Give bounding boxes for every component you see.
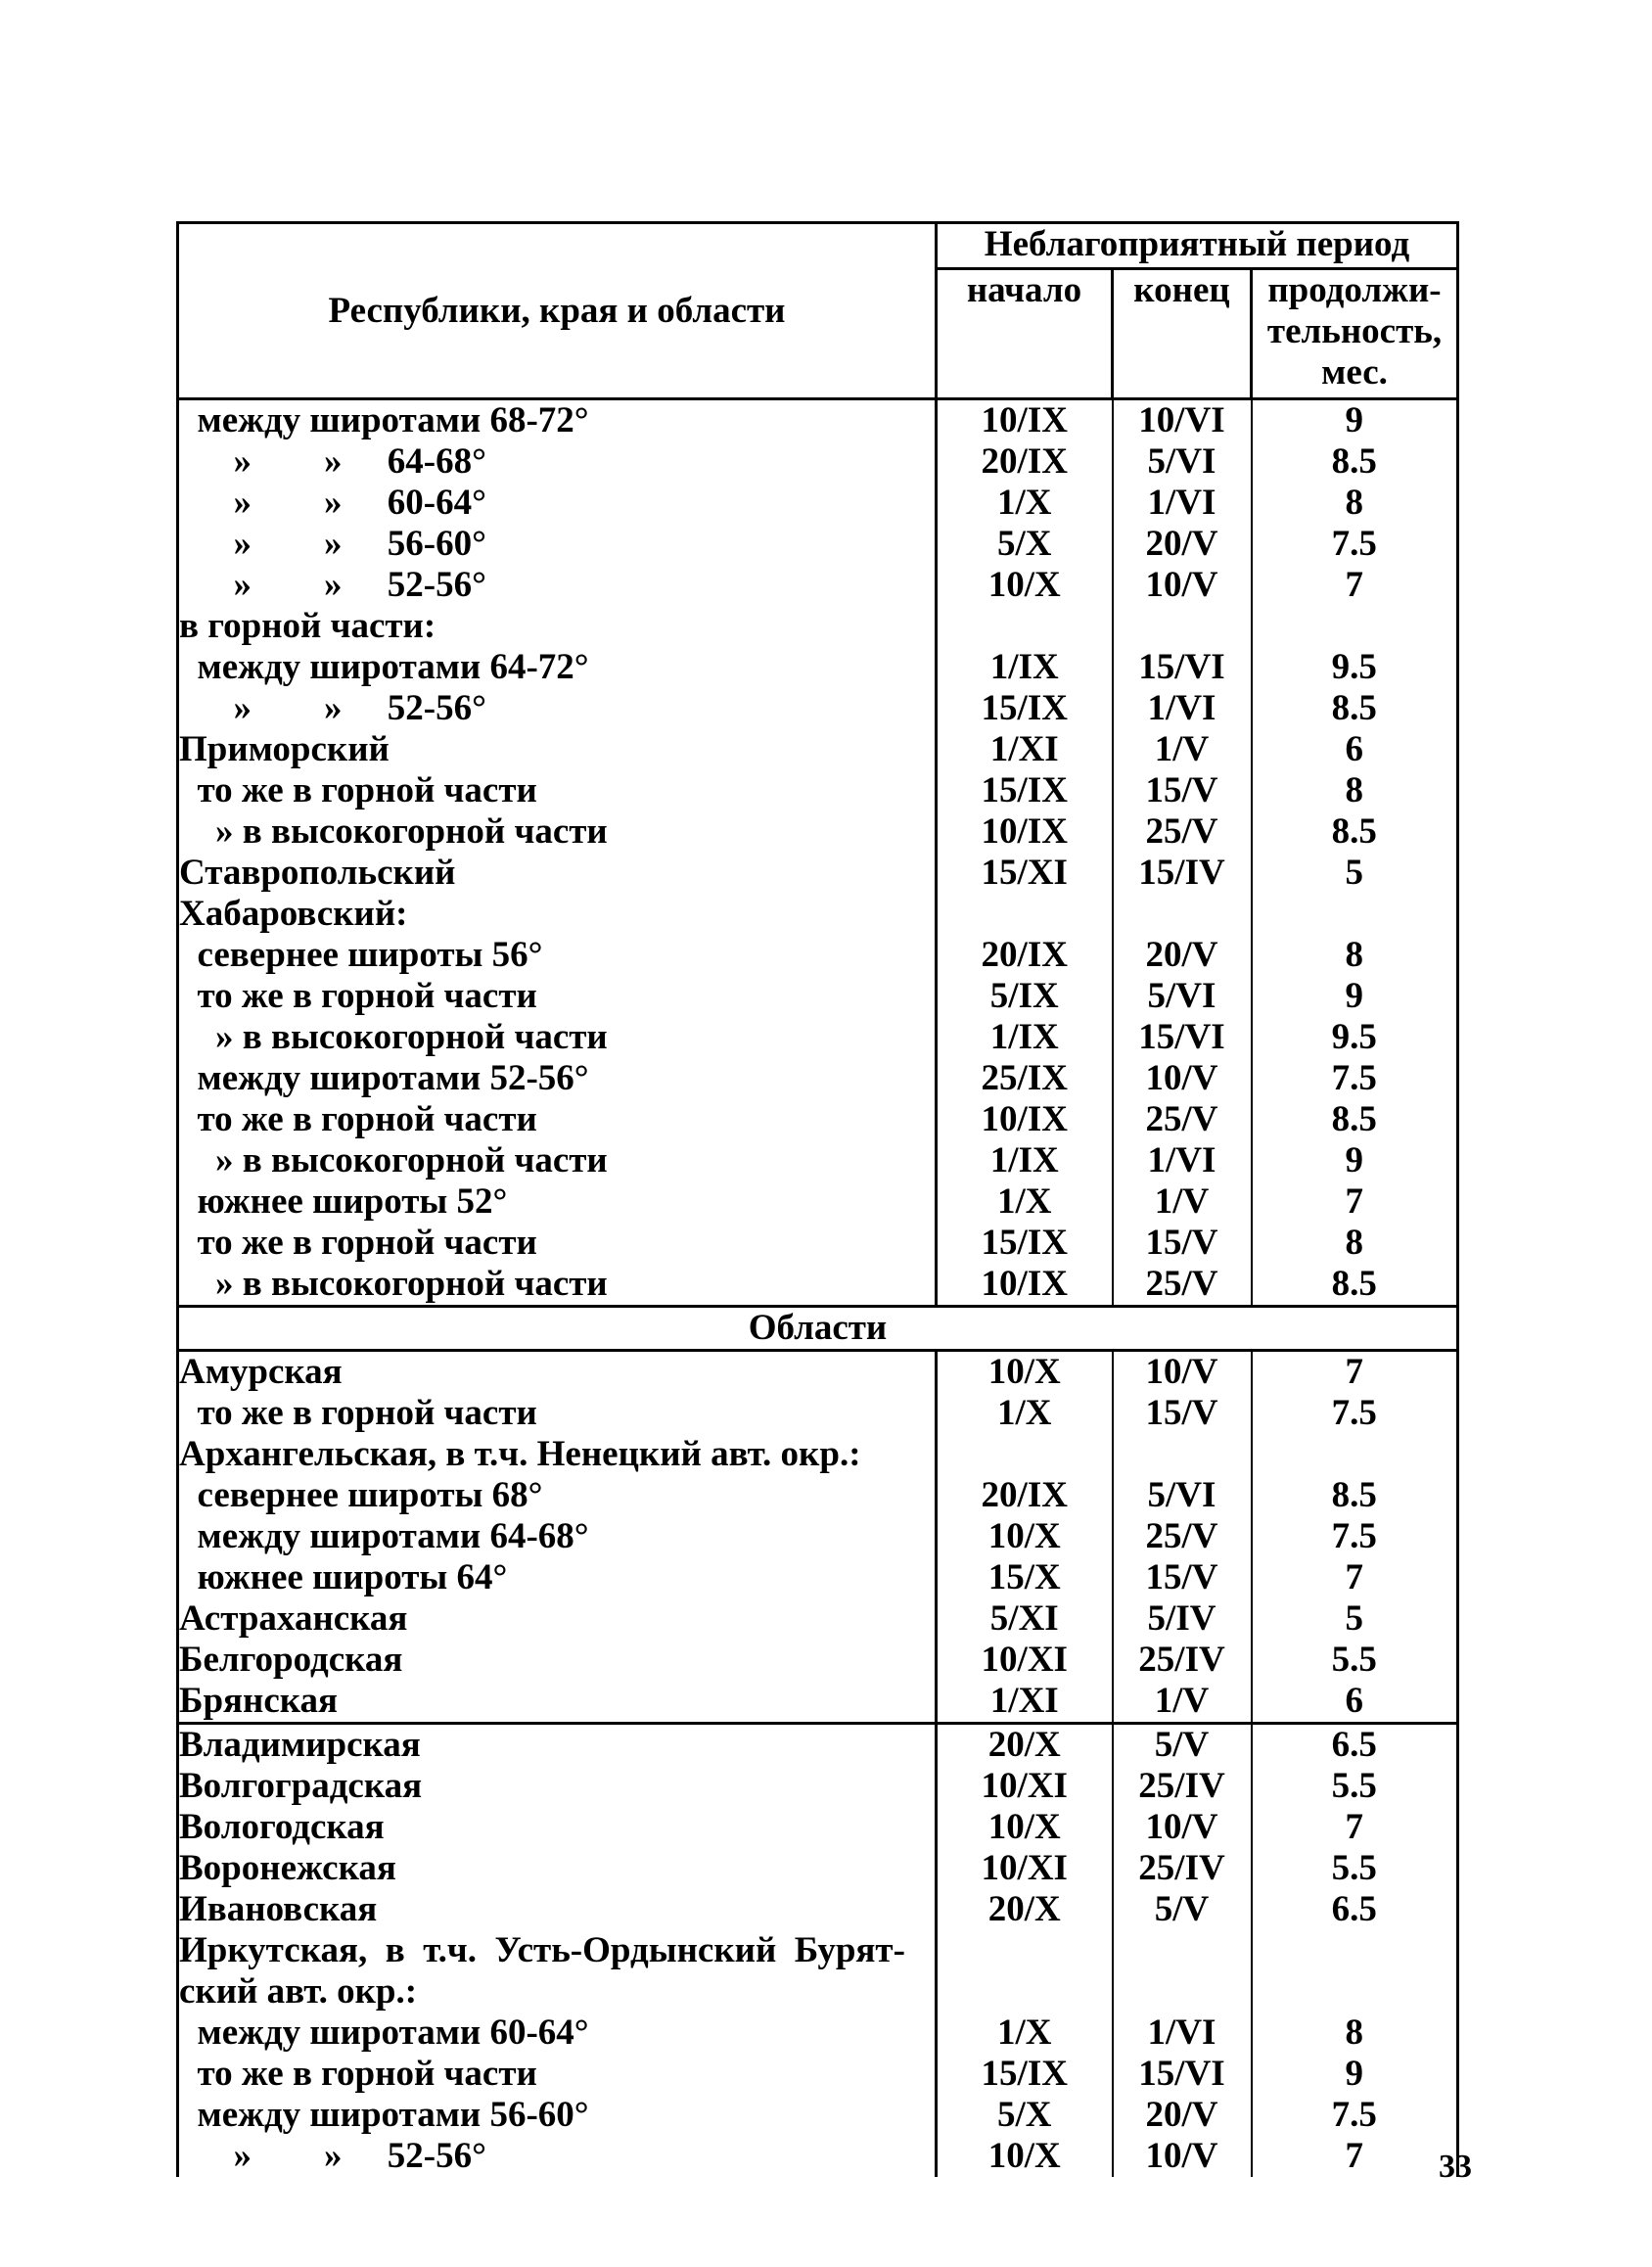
- start-cell: 15/IX: [937, 1223, 1113, 1264]
- table-row: [178, 1516, 1458, 1557]
- region-cell: Амурская: [178, 1351, 937, 1394]
- duration-cell: 8: [1252, 2013, 1458, 2054]
- end-cell: 5/VI: [1113, 441, 1252, 483]
- table-row: [178, 1099, 1458, 1140]
- end-cell: [1113, 1434, 1252, 1475]
- region-cell: между широтами 60-64°: [178, 2013, 937, 2054]
- duration-cell: 6: [1252, 1681, 1458, 1724]
- duration-cell: 5: [1252, 1598, 1458, 1640]
- end-cell: 10/V: [1113, 565, 1252, 606]
- region-cell: » в высокогорной части: [178, 811, 937, 853]
- end-cell: 15/V: [1113, 1223, 1252, 1264]
- region-cell: между широтами 68-72°: [178, 399, 937, 442]
- end-cell: 5/VI: [1113, 1475, 1252, 1516]
- end-cell: 15/VI: [1113, 2054, 1252, 2095]
- region-cell: между широтами 64-72°: [178, 647, 937, 688]
- region-cell: то же в горной части: [178, 2054, 937, 2095]
- start-cell: 5/X: [937, 524, 1113, 565]
- table-row: [178, 1598, 1458, 1640]
- duration-cell: 7.5: [1252, 524, 1458, 565]
- start-cell: [937, 894, 1113, 935]
- table-row: [178, 1889, 1458, 1930]
- table-row: [178, 1223, 1458, 1264]
- region-cell: севернее широты 56°: [178, 935, 937, 976]
- duration-cell: 7.5: [1252, 1516, 1458, 1557]
- start-cell: [937, 606, 1113, 647]
- end-cell: 25/IV: [1113, 1640, 1252, 1681]
- table-row: [178, 1434, 1458, 1475]
- page-number: 33: [1439, 2149, 1472, 2185]
- duration-cell: 8.5: [1252, 688, 1458, 729]
- region-cell: между широтами 52-56°: [178, 1058, 937, 1099]
- end-cell: 10/V: [1113, 2136, 1252, 2177]
- region-cell: то же в горной части: [178, 976, 937, 1017]
- start-cell: 10/X: [937, 565, 1113, 606]
- start-cell: 5/X: [937, 2095, 1113, 2136]
- end-cell: 5/V: [1113, 1724, 1252, 1767]
- end-cell: 1/V: [1113, 1681, 1252, 1724]
- start-cell: 1/XI: [937, 1681, 1113, 1724]
- duration-cell: 7.5: [1252, 1058, 1458, 1099]
- table-row: [178, 1557, 1458, 1598]
- start-cell: 20/IX: [937, 1475, 1113, 1516]
- region-cell: » в высокогорной части: [178, 1017, 937, 1058]
- end-cell: 25/V: [1113, 1264, 1252, 1307]
- end-cell: 15/VI: [1113, 647, 1252, 688]
- start-cell: 15/IX: [937, 688, 1113, 729]
- start-cell: [937, 1434, 1113, 1475]
- end-cell: 1/V: [1113, 729, 1252, 770]
- end-cell: 20/V: [1113, 2095, 1252, 2136]
- end-cell: 15/VI: [1113, 1017, 1252, 1058]
- end-cell: 1/VI: [1113, 483, 1252, 524]
- end-cell: 5/V: [1113, 1889, 1252, 1930]
- end-cell: 10/VI: [1113, 399, 1252, 442]
- region-cell: Ивановская: [178, 1889, 937, 1930]
- table-row: [178, 2095, 1458, 2136]
- table-row: [178, 976, 1458, 1017]
- start-cell: 10/IX: [937, 1264, 1113, 1307]
- end-cell: 25/V: [1113, 811, 1252, 853]
- table-row: [178, 2013, 1458, 2054]
- column-header-start: начало: [937, 269, 1113, 399]
- table-row: [178, 399, 1458, 442]
- end-cell: 25/IV: [1113, 1766, 1252, 1807]
- end-cell: 15/V: [1113, 1393, 1252, 1434]
- table-body-oblasti-2: [178, 1724, 1458, 2178]
- duration-cell: 8.5: [1252, 811, 1458, 853]
- duration-cell: 6.5: [1252, 1889, 1458, 1930]
- region-cell: между широтами 56-60°: [178, 2095, 937, 2136]
- region-cell: » » 52-56°: [178, 2136, 937, 2177]
- table-row: [178, 524, 1458, 565]
- start-cell: 10/X: [937, 2136, 1113, 2177]
- region-cell: » в высокогорной части: [178, 1140, 937, 1181]
- region-cell: то же в горной части: [178, 1099, 937, 1140]
- region-cell: » » 56-60°: [178, 524, 937, 565]
- start-cell: 1/IX: [937, 647, 1113, 688]
- start-cell: [937, 1930, 1113, 1971]
- table-row: [178, 1140, 1458, 1181]
- end-cell: [1113, 1930, 1252, 1971]
- start-cell: 1/X: [937, 1181, 1113, 1223]
- region-cell: Воронежская: [178, 1848, 937, 1889]
- end-cell: [1113, 606, 1252, 647]
- duration-cell: 5.5: [1252, 1766, 1458, 1807]
- end-cell: [1113, 1971, 1252, 2013]
- table-row: [178, 770, 1458, 811]
- end-cell: 15/V: [1113, 1557, 1252, 1598]
- end-cell: 25/V: [1113, 1099, 1252, 1140]
- duration-cell: 5.5: [1252, 1640, 1458, 1681]
- column-header-region: Республики, края и области: [178, 223, 937, 399]
- region-cell: то же в горной части: [178, 1223, 937, 1264]
- duration-cell: [1252, 1434, 1458, 1475]
- end-cell: 10/V: [1113, 1351, 1252, 1394]
- end-cell: [1113, 894, 1252, 935]
- table-row: [178, 1766, 1458, 1807]
- start-cell: 20/IX: [937, 935, 1113, 976]
- start-cell: 15/IX: [937, 2054, 1113, 2095]
- region-cell: » » 52-56°: [178, 688, 937, 729]
- start-cell: 15/IX: [937, 770, 1113, 811]
- duration-cell: 7: [1252, 1557, 1458, 1598]
- start-cell: 15/XI: [937, 853, 1113, 894]
- duration-cell: 9: [1252, 399, 1458, 442]
- start-cell: 10/IX: [937, 399, 1113, 442]
- start-cell: 20/X: [937, 1724, 1113, 1767]
- table-row: [178, 1930, 1458, 1971]
- end-cell: 1/V: [1113, 1181, 1252, 1223]
- table-body-oblasti-1: [178, 1351, 1458, 1724]
- table-row: [178, 647, 1458, 688]
- duration-cell: 6.5: [1252, 1724, 1458, 1767]
- end-cell: 20/V: [1113, 935, 1252, 976]
- region-cell: то же в горной части: [178, 770, 937, 811]
- section-header: [178, 1307, 1458, 1351]
- table-row: [178, 565, 1458, 606]
- column-group-header: Неблагоприятный период: [937, 223, 1458, 269]
- duration-cell: 5: [1252, 853, 1458, 894]
- table-row: [178, 811, 1458, 853]
- start-cell: 5/XI: [937, 1598, 1113, 1640]
- duration-cell: 8.5: [1252, 1264, 1458, 1307]
- start-cell: 1/IX: [937, 1017, 1113, 1058]
- start-cell: 10/XI: [937, 1640, 1113, 1681]
- start-cell: 1/XI: [937, 729, 1113, 770]
- region-cell: Владимирская: [178, 1724, 937, 1767]
- end-cell: 5/IV: [1113, 1598, 1252, 1640]
- table-row: [178, 935, 1458, 976]
- duration-cell: 7: [1252, 1807, 1458, 1848]
- table-row: [178, 1971, 1458, 2013]
- duration-cell: 6: [1252, 729, 1458, 770]
- start-cell: 20/IX: [937, 441, 1113, 483]
- end-cell: 20/V: [1113, 524, 1252, 565]
- start-cell: 5/IX: [937, 976, 1113, 1017]
- duration-cell: 8: [1252, 1223, 1458, 1264]
- region-cell: южнее широты 52°: [178, 1181, 937, 1223]
- start-cell: 10/XI: [937, 1848, 1113, 1889]
- table-row: [178, 606, 1458, 647]
- table-row: [178, 2054, 1458, 2095]
- duration-cell: [1252, 606, 1458, 647]
- end-cell: 5/VI: [1113, 976, 1252, 1017]
- duration-cell: 7: [1252, 565, 1458, 606]
- region-cell: Белгородская: [178, 1640, 937, 1681]
- end-cell: 10/V: [1113, 1807, 1252, 1848]
- duration-cell: 8.5: [1252, 1099, 1458, 1140]
- table-row: [178, 2136, 1458, 2177]
- table-row: [178, 441, 1458, 483]
- duration-cell: 5.5: [1252, 1848, 1458, 1889]
- table-row: [178, 1058, 1458, 1099]
- duration-cell: 7: [1252, 2136, 1458, 2177]
- table-row: [178, 483, 1458, 524]
- region-cell: южнее широты 64°: [178, 1557, 937, 1598]
- start-cell: [937, 1971, 1113, 2013]
- duration-cell: 9: [1252, 2054, 1458, 2095]
- table-row: [178, 688, 1458, 729]
- climate-table: [176, 221, 1459, 2177]
- end-cell: 25/V: [1113, 1516, 1252, 1557]
- start-cell: 10/X: [937, 1516, 1113, 1557]
- table-row: [178, 1848, 1458, 1889]
- start-cell: 1/IX: [937, 1140, 1113, 1181]
- table-row: [178, 1640, 1458, 1681]
- duration-cell: 8: [1252, 483, 1458, 524]
- region-cell: » » 64-68°: [178, 441, 937, 483]
- duration-cell: 7.5: [1252, 2095, 1458, 2136]
- end-cell: 10/V: [1113, 1058, 1252, 1099]
- start-cell: 20/X: [937, 1889, 1113, 1930]
- table-row: [178, 1807, 1458, 1848]
- region-cell: Хабаровский:: [178, 894, 937, 935]
- region-cell: севернее широты 68°: [178, 1475, 937, 1516]
- region-cell: » » 60-64°: [178, 483, 937, 524]
- region-cell: Иркутская, в т.ч. Усть-Ордынский Бурят-: [178, 1930, 937, 1971]
- duration-cell: 8.5: [1252, 1475, 1458, 1516]
- duration-cell: 7: [1252, 1351, 1458, 1394]
- duration-cell: 7: [1252, 1181, 1458, 1223]
- duration-cell: 9: [1252, 976, 1458, 1017]
- region-cell: Астраханская: [178, 1598, 937, 1640]
- table-row: [178, 1351, 1458, 1394]
- region-cell: между широтами 64-68°: [178, 1516, 937, 1557]
- duration-cell: 9.5: [1252, 1017, 1458, 1058]
- end-cell: 15/V: [1113, 770, 1252, 811]
- region-cell: Приморский: [178, 729, 937, 770]
- start-cell: 15/X: [937, 1557, 1113, 1598]
- end-cell: 1/VI: [1113, 1140, 1252, 1181]
- table-row: [178, 1393, 1458, 1434]
- start-cell: 1/X: [937, 483, 1113, 524]
- region-cell: Брянская: [178, 1681, 937, 1724]
- table-row: [178, 894, 1458, 935]
- duration-cell: [1252, 1971, 1458, 2013]
- duration-cell: 8: [1252, 770, 1458, 811]
- region-cell: в горной части:: [178, 606, 937, 647]
- region-cell: » » 52-56°: [178, 565, 937, 606]
- start-cell: 10/IX: [937, 811, 1113, 853]
- duration-cell: [1252, 894, 1458, 935]
- table-row: [178, 1017, 1458, 1058]
- end-cell: 1/VI: [1113, 688, 1252, 729]
- start-cell: 1/X: [937, 1393, 1113, 1434]
- start-cell: 10/X: [937, 1351, 1113, 1394]
- region-cell: ский авт. окр.:: [178, 1971, 937, 2013]
- region-cell: Архангельская, в т.ч. Ненецкий авт. окр.:: [178, 1434, 937, 1475]
- region-cell: то же в горной части: [178, 1393, 937, 1434]
- duration-cell: 7.5: [1252, 1393, 1458, 1434]
- start-cell: 25/IX: [937, 1058, 1113, 1099]
- table-row: [178, 1264, 1458, 1307]
- region-cell: Волгоградская: [178, 1766, 937, 1807]
- start-cell: 10/IX: [937, 1099, 1113, 1140]
- table-row: [178, 1681, 1458, 1724]
- region-cell: » в высокогорной части: [178, 1264, 937, 1307]
- table-row: [178, 729, 1458, 770]
- region-cell: Ставропольский: [178, 853, 937, 894]
- region-cell: Вологодская: [178, 1807, 937, 1848]
- start-cell: 10/XI: [937, 1766, 1113, 1807]
- table-row: [178, 1724, 1458, 1767]
- section-title: Области: [178, 1307, 1458, 1351]
- table-row: [178, 853, 1458, 894]
- table-header: [178, 223, 1458, 399]
- start-cell: 1/X: [937, 2013, 1113, 2054]
- duration-cell: 8.5: [1252, 441, 1458, 483]
- duration-cell: 9.5: [1252, 647, 1458, 688]
- duration-cell: 9: [1252, 1140, 1458, 1181]
- duration-cell: 8: [1252, 935, 1458, 976]
- duration-cell: [1252, 1930, 1458, 1971]
- table-row: [178, 1475, 1458, 1516]
- end-cell: 15/IV: [1113, 853, 1252, 894]
- column-header-duration: продолжи- тельность, мес.: [1252, 269, 1458, 399]
- column-header-end: конец: [1113, 269, 1252, 399]
- end-cell: 25/IV: [1113, 1848, 1252, 1889]
- end-cell: 1/VI: [1113, 2013, 1252, 2054]
- table-body-republics: [178, 399, 1458, 1307]
- table-row: [178, 1181, 1458, 1223]
- start-cell: 10/X: [937, 1807, 1113, 1848]
